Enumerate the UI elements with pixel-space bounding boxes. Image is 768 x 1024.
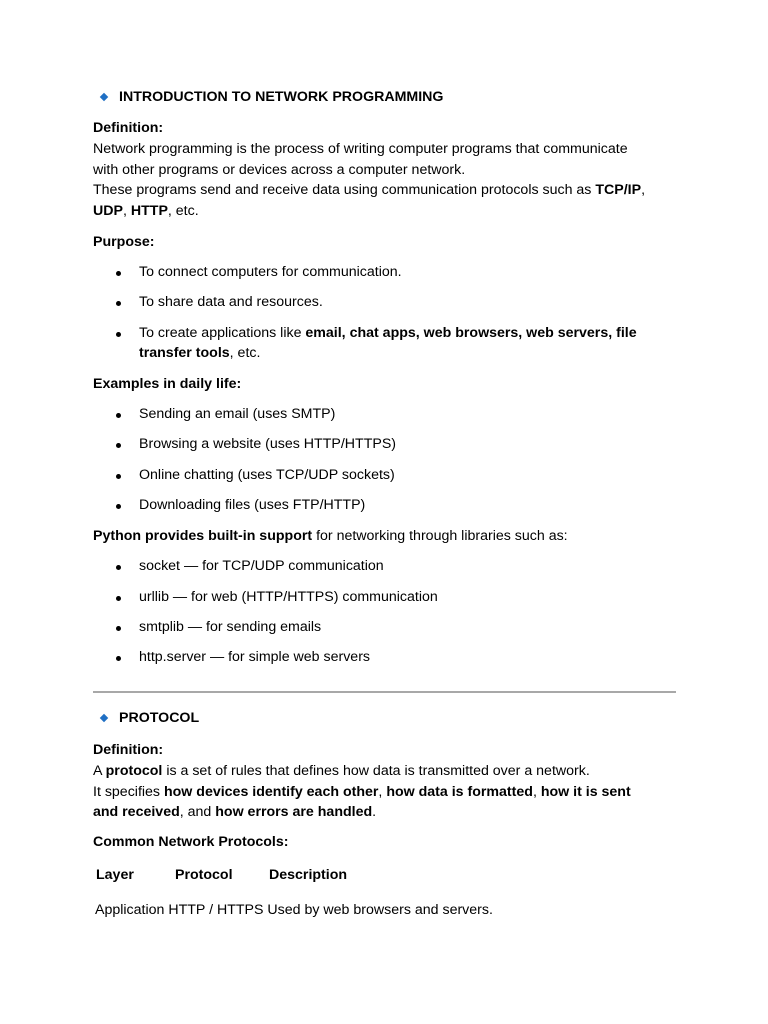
text-bold: transfer tools	[139, 345, 230, 361]
text-span: ,	[378, 784, 387, 800]
table-header-protocol: Protocol	[175, 867, 233, 883]
examples-label: Examples in daily life:	[93, 376, 242, 392]
text-bold: how devices identify each other	[163, 784, 379, 800]
list-item: Browsing a website (uses HTTP/HTTPS)	[139, 436, 397, 452]
list-item: Online chatting (uses TCP/UDP sockets)	[139, 467, 395, 483]
text-span: is a set of rules that defines how data is transmitted over a network.	[162, 763, 590, 779]
text-span: A	[93, 763, 106, 779]
protocol-line-3	[93, 802, 376, 822]
text-http: HTTP	[130, 203, 168, 219]
section-heading-intro	[93, 89, 443, 105]
list-item-continued	[139, 343, 260, 363]
definition-line-2: with other programs or devices across a computer network.	[93, 162, 466, 178]
diamond-bullet-icon	[100, 93, 108, 101]
text-span: These programs send and receive data using communication protocols such as	[93, 182, 596, 198]
bullet-icon	[116, 332, 121, 337]
table-row: Application HTTP / HTTPS Used by web browsers and servers.	[95, 902, 493, 918]
table-header-description: Description	[269, 867, 348, 883]
bullet-icon	[116, 474, 121, 479]
text-span: To create applications like	[139, 325, 306, 341]
diamond-bullet-icon	[100, 714, 108, 722]
text-span: , etc.	[229, 345, 261, 361]
text-span: ,	[641, 182, 646, 198]
text-bold: how data is formatted	[386, 784, 533, 800]
horizontal-divider	[93, 691, 676, 693]
bullet-icon	[116, 656, 121, 661]
list-item: To connect computers for communication.	[139, 264, 402, 280]
list-item: smtplib — for sending emails	[139, 619, 322, 635]
text-bold: email, chat apps, web browsers, web servers, file	[305, 325, 637, 341]
list-item: To share data and resources.	[139, 294, 323, 310]
text-tcpip: TCP/IP	[595, 182, 642, 198]
heading-text: PROTOCOL	[119, 710, 200, 726]
bullet-icon	[116, 596, 121, 601]
bullet-icon	[116, 626, 121, 631]
section-heading-protocol	[93, 710, 199, 726]
text-bold: and received	[93, 804, 180, 820]
common-protocols-label: Common Network Protocols:	[93, 834, 289, 850]
bullet-icon	[116, 565, 121, 570]
bullet-icon	[116, 271, 121, 276]
text-span: ,	[532, 784, 541, 800]
bullet-icon	[116, 301, 121, 306]
text-bold: Python provides built-in support	[93, 528, 313, 544]
definition-label: Definition:	[93, 120, 164, 136]
text-udp: UDP	[93, 203, 123, 219]
list-item	[139, 323, 637, 343]
protocol-line-2	[93, 782, 631, 802]
definition-line-3	[93, 180, 645, 200]
bullet-icon	[116, 504, 121, 509]
python-support-line	[93, 526, 568, 546]
text-span: for networking through libraries such as:	[312, 528, 568, 544]
list-item: Sending an email (uses SMTP)	[139, 406, 336, 422]
list-item: Downloading files (uses FTP/HTTP)	[139, 497, 366, 513]
list-item: http.server — for simple web servers	[139, 649, 371, 665]
text-bold: how it is sent	[540, 784, 631, 800]
definition-line-4	[93, 201, 199, 221]
text-bold: how errors are handled	[215, 804, 373, 820]
bullet-icon	[116, 413, 121, 418]
text-bold: protocol	[105, 763, 163, 779]
text-span: ,	[122, 203, 131, 219]
text-span: It specifies	[93, 784, 164, 800]
heading-text: INTRODUCTION TO NETWORK PROGRAMMING	[119, 89, 444, 105]
definition-line-1: Network programming is the process of writing computer programs that communicate	[93, 141, 628, 157]
text-span: , and	[179, 804, 216, 820]
definition-label: Definition:	[93, 742, 164, 758]
purpose-label: Purpose:	[93, 234, 155, 250]
list-item: urllib — for web (HTTP/HTTPS) communication	[139, 589, 438, 605]
table-header-layer: Layer	[96, 867, 134, 883]
text-span: , etc.	[167, 203, 199, 219]
text-span: .	[372, 804, 377, 820]
list-item: socket — for TCP/UDP communication	[139, 558, 384, 574]
bullet-icon	[116, 443, 121, 448]
protocol-line-1	[93, 761, 590, 781]
